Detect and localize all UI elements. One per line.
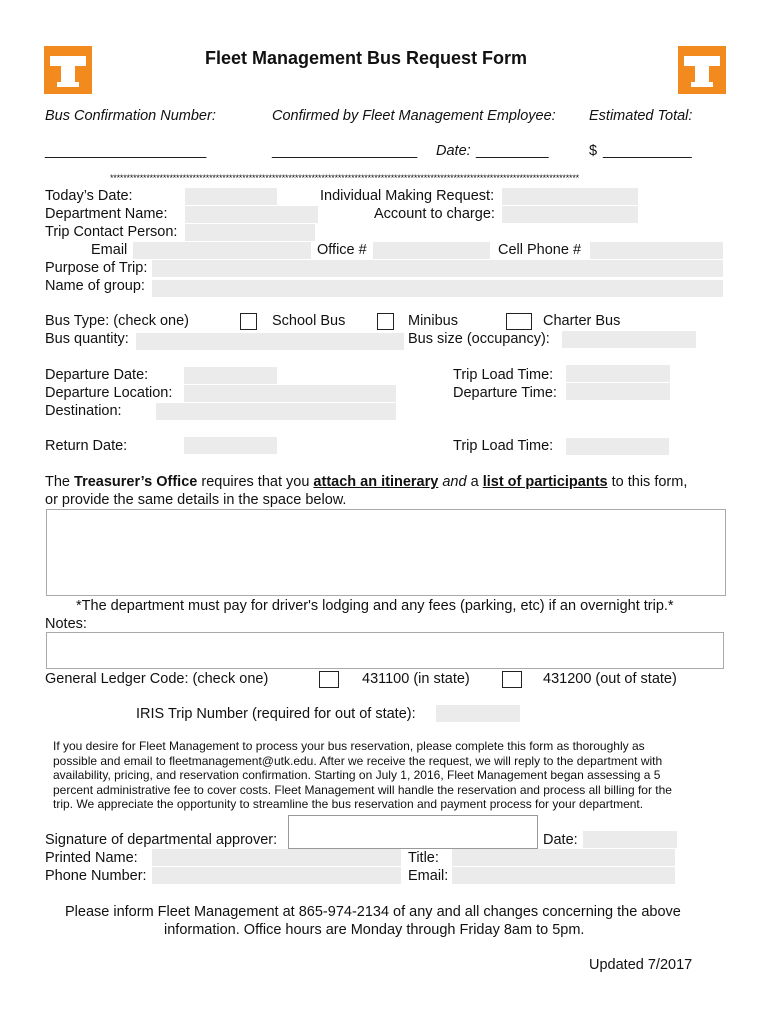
treasurer-instruction-line2: or provide the same details in the space below. bbox=[45, 492, 347, 508]
school-bus-label: School Bus bbox=[272, 313, 346, 329]
dollar-sign: $ bbox=[589, 143, 598, 159]
iris-label: IRIS Trip Number (required for out of state): bbox=[136, 706, 416, 722]
updated-date: Updated 7/2017 bbox=[589, 957, 693, 973]
destination-field[interactable] bbox=[156, 403, 396, 420]
individual-field[interactable] bbox=[502, 188, 638, 205]
info-line: percent administrative fee to cover costs. Fleet Management will handle the reservation and process all billing for the bbox=[53, 782, 672, 797]
treasurer-instruction: The Treasurer’s Office requires that you attach an itinerary and a list of participants to this form, bbox=[45, 474, 688, 490]
minibus-label: Minibus bbox=[408, 313, 458, 329]
iris-field[interactable] bbox=[436, 705, 520, 722]
estimated-total-line: ___________ bbox=[603, 143, 692, 159]
itinerary-textarea[interactable] bbox=[46, 509, 726, 596]
departure-time-field[interactable] bbox=[566, 383, 670, 400]
department-label: Department Name: bbox=[45, 206, 168, 222]
school-bus-checkbox[interactable] bbox=[240, 313, 257, 330]
phone-label: Phone Number: bbox=[45, 868, 147, 884]
phone-field[interactable] bbox=[152, 867, 401, 884]
separator-stars: ********************************************************************************************************************************************** bbox=[110, 173, 579, 183]
email-sign-label: Email: bbox=[408, 868, 449, 884]
account-field[interactable] bbox=[502, 206, 638, 223]
power-t-icon bbox=[678, 46, 726, 94]
footer-line1: Please inform Fleet Management at 865-974-2134 of any and all changes concerning the above bbox=[65, 904, 681, 920]
purpose-label: Purpose of Trip: bbox=[45, 260, 148, 276]
info-line: If you desire for Fleet Management to process your bus reservation, please complete this form as thoroughly as bbox=[53, 739, 645, 753]
group-field[interactable] bbox=[152, 280, 723, 297]
department-field[interactable] bbox=[185, 206, 318, 223]
bus-size-label: Bus size (occupancy): bbox=[408, 331, 550, 347]
email-label: Email bbox=[91, 242, 128, 258]
out-state-label: 431200 (out of state) bbox=[543, 671, 677, 687]
in-state-checkbox[interactable] bbox=[319, 671, 339, 688]
confirmed-by-label: Confirmed by Fleet Management Employee: bbox=[272, 108, 556, 124]
trip-load-time-label-1: Trip Load Time: bbox=[453, 367, 554, 383]
departure-date-label: Departure Date: bbox=[45, 367, 149, 383]
form-title: Fleet Management Bus Request Form bbox=[205, 48, 528, 68]
confirm-date-label: Date: bbox=[436, 143, 471, 159]
bus-quantity-field[interactable] bbox=[136, 333, 404, 350]
todays-date-field[interactable] bbox=[185, 188, 277, 205]
info-line: availability, pricing, and reservation confirmation. Starting on July 1, 2016, Fleet Management began assessing a 5 bbox=[53, 768, 661, 782]
cell-phone-field[interactable] bbox=[590, 242, 723, 259]
signature-date-field[interactable] bbox=[583, 831, 677, 848]
individual-label: Individual Making Request: bbox=[320, 188, 495, 204]
ut-logo-right bbox=[678, 46, 726, 94]
trip-contact-label: Trip Contact Person: bbox=[45, 224, 178, 240]
minibus-checkbox[interactable] bbox=[377, 313, 394, 330]
account-label: Account to charge: bbox=[374, 206, 495, 222]
departure-location-label: Departure Location: bbox=[45, 385, 173, 401]
trip-load-time-label-2: Trip Load Time: bbox=[453, 438, 554, 454]
confirm-date-line: _________ bbox=[476, 143, 549, 159]
destination-label: Destination: bbox=[45, 403, 122, 419]
office-label: Office # bbox=[317, 242, 367, 258]
title-field[interactable] bbox=[452, 849, 675, 866]
return-date-field[interactable] bbox=[184, 437, 277, 454]
overnight-note: *The department must pay for driver's lodging and any fees (parking, etc) if an overnight trip.* bbox=[76, 598, 674, 614]
signature-date-label: Date: bbox=[543, 832, 578, 848]
email-field[interactable] bbox=[133, 242, 311, 259]
email-sign-field[interactable] bbox=[452, 867, 675, 884]
trip-load-time-field-1[interactable] bbox=[566, 365, 670, 382]
return-date-label: Return Date: bbox=[45, 438, 128, 454]
info-paragraph bbox=[53, 739, 672, 812]
estimated-total-label: Estimated Total: bbox=[589, 108, 693, 124]
approver-label: Signature of departmental approver: bbox=[45, 832, 278, 848]
departure-location-field[interactable] bbox=[184, 385, 396, 402]
purpose-field[interactable] bbox=[152, 260, 723, 277]
info-line: trip. We appreciate the opportunity to streamline the bus reservation and payment process for your department. bbox=[53, 797, 644, 811]
notes-textarea[interactable] bbox=[46, 632, 724, 669]
departure-date-field[interactable] bbox=[184, 367, 277, 384]
ut-logo-left bbox=[44, 46, 92, 94]
in-state-label: 431100 (in state) bbox=[362, 671, 470, 687]
confirmation-number-line: ____________________ bbox=[45, 143, 207, 159]
charter-bus-checkbox[interactable] bbox=[506, 313, 532, 330]
group-label: Name of group: bbox=[45, 278, 145, 294]
office-field[interactable] bbox=[373, 242, 490, 259]
info-line: possible and email to fleetmanagement@utk.edu. After we receive the request, we will reply to the department with bbox=[53, 753, 663, 768]
notes-label: Notes: bbox=[45, 616, 87, 632]
departure-time-label: Departure Time: bbox=[453, 385, 557, 401]
bus-quantity-label: Bus quantity: bbox=[45, 331, 129, 347]
cell-phone-label: Cell Phone # bbox=[498, 242, 582, 258]
confirmed-by-line: __________________ bbox=[272, 143, 418, 159]
trip-load-time-field-2[interactable] bbox=[566, 438, 669, 455]
printed-name-field[interactable] bbox=[152, 849, 401, 866]
printed-name-label: Printed Name: bbox=[45, 850, 138, 866]
power-t-icon bbox=[44, 46, 92, 94]
out-state-checkbox[interactable] bbox=[502, 671, 522, 688]
approver-signature-box[interactable] bbox=[288, 815, 538, 849]
charter-bus-label: Charter Bus bbox=[543, 313, 621, 329]
bus-confirmation-label: Bus Confirmation Number: bbox=[45, 108, 216, 124]
bus-size-field[interactable] bbox=[562, 331, 696, 348]
trip-contact-field[interactable] bbox=[185, 224, 315, 241]
bus-type-label: Bus Type: (check one) bbox=[45, 313, 190, 329]
footer-line2: information. Office hours are Monday through Friday 8am to 5pm. bbox=[164, 922, 585, 938]
title-label: Title: bbox=[408, 850, 439, 866]
ledger-label: General Ledger Code: (check one) bbox=[45, 671, 269, 687]
todays-date-label: Today’s Date: bbox=[45, 188, 133, 204]
